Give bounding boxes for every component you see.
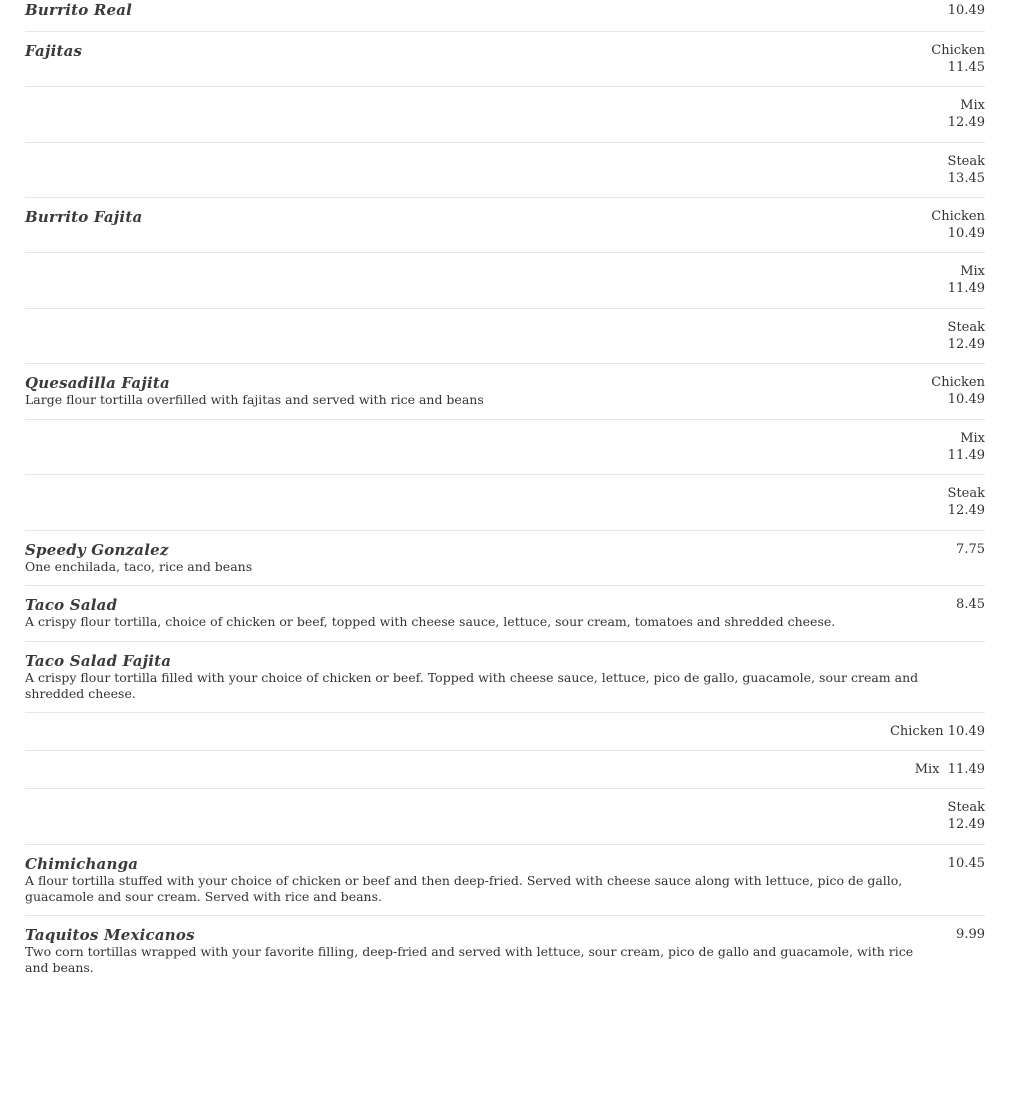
menu-row-taco-salad-fajita-mix <box>25 751 985 789</box>
option-price: 12.49 <box>947 503 985 518</box>
menu-row-quesadilla-fajita-steak <box>25 475 985 531</box>
menu-row-burrito-fajita-steak <box>25 309 985 364</box>
option-label: Chicken <box>889 724 944 739</box>
menu-row-fajitas-mix <box>25 87 985 143</box>
option-label: Chicken <box>931 43 985 58</box>
menu-row-taco-salad-fajita-chicken <box>25 713 985 751</box>
option-price-block <box>948 319 985 353</box>
item-price: 10.49 <box>947 3 985 18</box>
option-label: Steak <box>947 154 985 169</box>
item-name: Quesadilla Fajita <box>25 374 170 392</box>
item-name: Taco Salad <box>25 596 118 614</box>
menu-row-speedy-gonzalez <box>25 531 985 586</box>
option-price: 10.49 <box>947 724 985 739</box>
option-price: 12.49 <box>947 115 985 130</box>
option-price-block <box>948 263 985 297</box>
menu-row-burrito-real <box>25 0 985 32</box>
item-description: Two corn tortillas wrapped with your favorite filling, deep-fried and served with lettuce, sour cream, pico de gallo and guacamole, with rice and beans. <box>25 944 914 975</box>
item-name: Burrito Fajita <box>25 208 143 226</box>
option-price: 11.49 <box>947 762 985 777</box>
option-price: 12.49 <box>947 817 985 832</box>
option-price: 11.49 <box>947 448 985 463</box>
item-price-block <box>948 2 985 19</box>
item-description: A crispy flour tortilla filled with your choice of chicken or beef. Topped with cheese sauce, lettuce, pico de gallo, guacamole, sour cream and shredded cheese. <box>25 670 919 701</box>
item-name: Chimichanga <box>25 855 139 873</box>
menu-row-fajitas-steak <box>25 143 985 198</box>
item-description: Large flour tortilla overfilled with fajitas and served with rice and beans <box>25 392 484 407</box>
option-price-block <box>931 208 985 242</box>
menu-row-quesadilla-fajita-mix <box>25 420 985 475</box>
item-price: 7.75 <box>956 542 985 557</box>
menu-list <box>25 0 985 988</box>
item-name: Burrito Real <box>25 1 133 19</box>
item-price: 8.45 <box>956 597 985 612</box>
menu-row-taco-salad-fajita <box>25 642 985 713</box>
menu-row-burrito-fajita-mix <box>25 253 985 309</box>
option-price: 10.49 <box>947 392 985 407</box>
option-price-block <box>948 97 985 131</box>
item-price: 9.99 <box>956 927 985 942</box>
item-name: Fajitas <box>25 42 83 60</box>
option-label: Mix <box>960 264 985 279</box>
item-description: A crispy flour tortilla, choice of chicken or beef, topped with cheese sauce, lettuce, sour cream, tomatoes and shredded cheese. <box>25 614 836 629</box>
option-price: 13.45 <box>947 171 985 186</box>
menu-row-chimichanga <box>25 845 985 916</box>
option-price-block <box>948 153 985 187</box>
item-name: Taco Salad Fajita <box>25 652 172 670</box>
option-price-block <box>948 799 985 833</box>
item-name: Speedy Gonzalez <box>25 541 169 559</box>
option-price: 12.49 <box>947 337 985 352</box>
menu-row-burrito-fajita-chicken <box>25 198 985 253</box>
option-price: 10.49 <box>947 226 985 241</box>
option-label: Steak <box>947 800 985 815</box>
option-price: 11.45 <box>947 60 985 75</box>
menu-row-taquitos-mexicanos <box>25 916 985 988</box>
option-price-block <box>931 42 985 76</box>
option-label: Chicken <box>931 209 985 224</box>
option-label: Mix <box>914 762 940 777</box>
option-price-line <box>890 723 985 740</box>
option-label: Steak <box>947 486 985 501</box>
option-price-block <box>948 485 985 519</box>
menu-row-taco-salad-fajita-steak <box>25 789 985 845</box>
option-price: 11.49 <box>947 281 985 296</box>
item-description: A flour tortilla stuffed with your choice of chicken or beef and then deep-fried. Served with cheese sauce along with lettuce, pico de gallo, guacamole and sour cream. Served with rice and beans. <box>25 873 903 904</box>
option-label: Chicken <box>931 375 985 390</box>
option-price-block <box>948 430 985 464</box>
item-price: 10.45 <box>947 856 985 871</box>
option-label: Mix <box>960 431 985 446</box>
menu-row-fajitas-chicken <box>25 32 985 87</box>
menu-row-taco-salad <box>25 586 985 642</box>
option-price-block <box>931 374 985 408</box>
option-label: Mix <box>960 98 985 113</box>
option-label: Steak <box>947 320 985 335</box>
item-description: One enchilada, taco, rice and beans <box>25 559 253 574</box>
menu-row-quesadilla-fajita-chicken <box>25 364 985 420</box>
option-price-line <box>915 761 985 778</box>
item-name: Taquitos Mexicanos <box>25 926 195 944</box>
